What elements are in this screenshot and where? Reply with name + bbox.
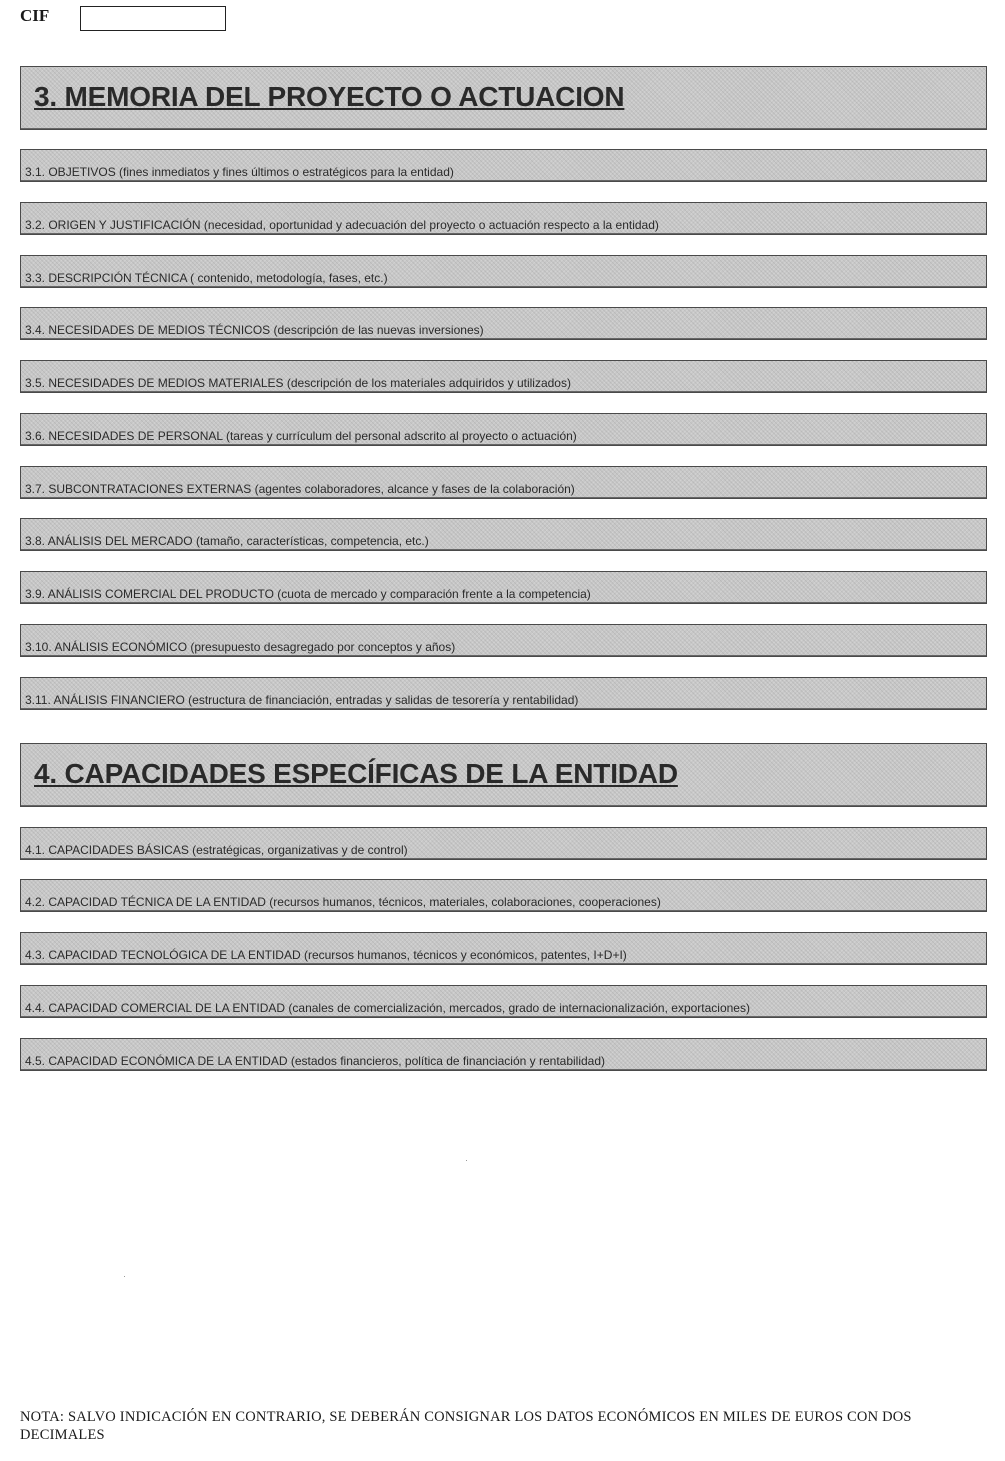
item-4-2-tecnica[interactable]	[20, 879, 987, 912]
item-3-1-objetivos[interactable]	[20, 149, 987, 182]
item-label: 3.2. ORIGEN Y JUSTIFICACIÓN (necesidad, oportunidad y adecuación del proyecto o actuación respecto a la entidad)	[25, 218, 659, 232]
item-label: 3.10. ANÁLISIS ECONÓMICO (presupuesto desagregado por conceptos y años)	[25, 640, 456, 654]
item-4-4-comercial[interactable]	[20, 985, 987, 1018]
item-3-7-subcontrataciones[interactable]	[20, 466, 987, 499]
item-label: 4.2. CAPACIDAD TÉCNICA DE LA ENTIDAD (recursos humanos, técnicos, materiales, colaboraciones, cooperaciones)	[25, 895, 661, 909]
item-3-6-personal[interactable]	[20, 413, 987, 446]
item-label: 4.3. CAPACIDAD TECNOLÓGICA DE LA ENTIDAD (recursos humanos, técnicos y económicos, patentes, I+D+I)	[25, 948, 627, 962]
cif-label: CIF	[20, 6, 50, 25]
item-3-9-comercial[interactable]	[20, 571, 987, 604]
item-label: 3.9. ANÁLISIS COMERCIAL DEL PRODUCTO (cuota de mercado y comparación frente a la competencia)	[25, 587, 591, 601]
item-3-8-mercado[interactable]	[20, 518, 987, 551]
footer-note: NOTA: SALVO INDICACIÓN EN CONTRARIO, SE DEBERÁN CONSIGNAR LOS DATOS ECONÓMICOS EN MILES DE EUROS CON DOS DECIMALES	[20, 1409, 912, 1443]
item-label: 3.11. ANÁLISIS FINANCIERO (estructura de financiación, entradas y salidas de tesorería y rentabilidad)	[25, 693, 579, 707]
item-label: 3.8. ANÁLISIS DEL MERCADO (tamaño, características, competencia, etc.)	[25, 534, 429, 548]
cif-input[interactable]	[80, 6, 226, 31]
item-label: 3.7. SUBCONTRATACIONES EXTERNAS (agentes colaboradores, alcance y fases de la colaboración)	[25, 482, 575, 496]
item-3-3-descripcion[interactable]	[20, 255, 987, 288]
item-label: 3.3. DESCRIPCIÓN TÉCNICA ( contenido, metodología, fases, etc.)	[25, 271, 388, 285]
item-label: 3.6. NECESIDADES DE PERSONAL (tareas y currículum del personal adscrito al proyecto o actuación)	[25, 429, 577, 443]
section-title-capacidades	[20, 743, 987, 807]
item-3-5-medios-materiales[interactable]	[20, 360, 987, 393]
item-label: 3.4. NECESIDADES DE MEDIOS TÉCNICOS (descripción de las nuevas inversiones)	[25, 323, 484, 337]
item-3-4-medios-tecnicos[interactable]	[20, 307, 987, 340]
item-3-10-economico[interactable]	[20, 624, 987, 657]
item-4-3-tecnologica[interactable]	[20, 932, 987, 965]
section-title-text: 3. MEMORIA DEL PROYECTO O ACTUACION	[34, 81, 625, 112]
scan-speck	[466, 1160, 467, 1161]
item-3-11-financiero[interactable]	[20, 677, 987, 710]
section-title-text: 4. CAPACIDADES ESPECÍFICAS DE LA ENTIDAD	[34, 758, 678, 789]
item-label: 4.4. CAPACIDAD COMERCIAL DE LA ENTIDAD (canales de comercialización, mercados, grado de internacionalización, exportaciones)	[25, 1001, 750, 1015]
section-title-memoria	[20, 66, 987, 130]
item-label: 4.5. CAPACIDAD ECONÓMICA DE LA ENTIDAD (estados financieros, política de financiación y rentabilidad)	[25, 1054, 606, 1068]
item-label: 3.5. NECESIDADES DE MEDIOS MATERIALES (descripción de los materiales adquiridos y utilizados)	[25, 376, 571, 390]
item-4-5-economica[interactable]	[20, 1038, 987, 1071]
item-label: 3.1. OBJETIVOS (fines inmediatos y fines últimos o estratégicos para la entidad)	[25, 165, 454, 179]
scan-speck	[124, 1276, 125, 1277]
item-4-1-basicas[interactable]	[20, 827, 987, 860]
item-label: 4.1. CAPACIDADES BÁSICAS (estratégicas, organizativas y de control)	[25, 843, 408, 857]
item-3-2-origen[interactable]	[20, 202, 987, 235]
